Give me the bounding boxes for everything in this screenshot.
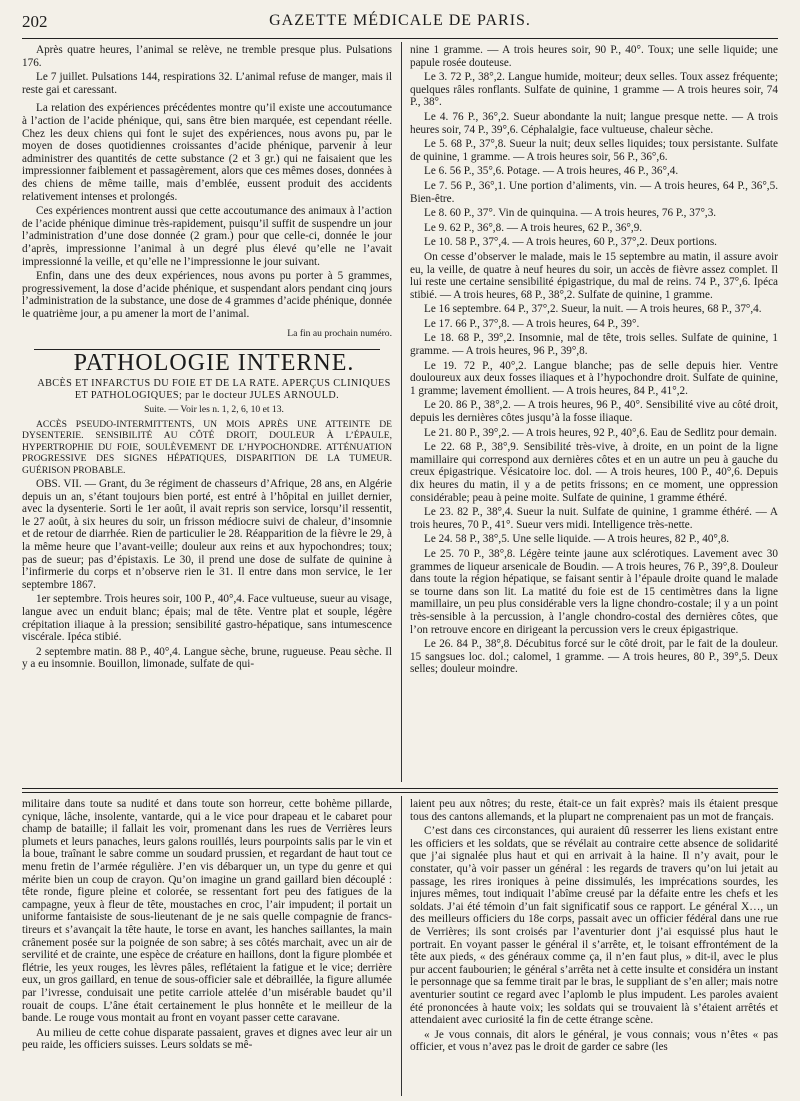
paragraph: Au milieu de cette cohue disparate passaient, graves et dignes avec leur air un peu raide, les officiers suisses. Leurs soldats se mê-	[22, 1026, 392, 1052]
paragraph: Le 8. 60 P., 37°. Vin de quinquina. — A trois heures, 76 P., 37°,3.	[424, 207, 717, 220]
paragraph: Le 9. 62 P., 36°,8. — A trois heures, 62 P., 36°,9.	[424, 221, 643, 234]
paragraph: Le 7 juillet. Pulsations 144, respirations 32. L’animal refuse de manger, mais il reste gai et caressant.	[22, 71, 392, 96]
page-number: 202	[22, 12, 48, 31]
paragraph: Le 16 septembre. 64 P., 37°,2. Sueur, la nuit. — A trois heures, 68 P., 37°,4.	[424, 303, 762, 316]
paragraph: Le 3. 72 P., 38°,2. Langue humide, moiteur; deux selles. Toux assez fréquente; quelques râles ronflants. Sulfate de quinine, 1 gramme — A trois heures soir, 74 P., 38°.	[410, 71, 778, 109]
paragraph: Le 7. 56 P., 36°,1. Une portion d’aliments, vin. — A trois heures, 64 P., 36°,5. Bien-être.	[410, 179, 778, 205]
paragraph: Le 21. 80 P., 39°,2. — A trois heures, 92 P., 40°,6. Eau de Sedlitz pour demain.	[424, 426, 777, 439]
journal-title: GAZETTE MÉDICALE DE PARIS.	[269, 12, 531, 29]
feuilleton-right-column	[410, 798, 778, 1096]
paragraph: Le 26. 84 P., 38°,8. Décubitus forcé sur le côté droit, par le fait de la douleur. 15 sangsues loc. dol.; calomel, 1 gramme. — A trois heures, 80 P., 39°,5. Deux selles; douleur moindre.	[410, 638, 778, 676]
paragraph: Le 25. 70 P., 38°,8. Légère teinte jaune aux sclérotiques. Lavement avec 30 grammes de liqueur arsenicale de Boudin. — A trois heures, 76 P., 39°,8. Douleur dans toute la région hépatique, se faisant sentir à l’épaule droite quand le malade se tourne dans son lit. La matité du foie est de 15 centimètres dans la ligne mamillaire, un peu plus considérable vers la ligne chondro-costale; il y a un point très-sensible à la percussion, à l’angle chondro-costal des dernières côtes, que l’on retrouve encore en dirigeant la percussion vers le creux épigastrique.	[410, 547, 778, 636]
paragraph: Le 23. 82 P., 38°,4. Sueur la nuit. Sulfate de quinine, 1 gramme éthéré. — A trois heures, 70 P., 41°. Sueur vers midi. Intelligence très-nette.	[410, 506, 778, 531]
paragraph: La relation des expériences précédentes montre qu’il existe une accoutumance à l’action de l’acide phénique, qui, sans être bien marquée, est cependant réelle. Chez les deux chiens qui font le sujet des expériences, nous avons pu, par le moyen de doses quotidiennes croissantes d’acide phénique, parvenir à leur administrer des quantités de cette substance (2 et 3 gr.) qui ne faisaient que les impressionner faiblement et passagèrement, alors que ces mêmes doses, données à des chiens de même taille, mais d’emblée, eussent produit des accidents relativement intenses et prolongés.	[22, 102, 392, 203]
paragraph: Le 20. 86 P., 38°,2. — A trois heures, 96 P., 40°. Sensibilité vive au côté droit, depuis les dernières côtes jusqu’à la fosse iliaque.	[410, 399, 778, 425]
feuilleton-rule-thin	[22, 792, 778, 793]
continuation-note: La fin au prochain numéro.	[287, 328, 392, 340]
feuilleton-rule	[22, 788, 778, 789]
paragraph: nine 1 gramme. — A trois heures soir, 90 P., 40°. Toux; une selle liquide; une papule rosée douteuse.	[410, 44, 778, 69]
paragraph: Le 4. 76 P., 36°,2. Sueur abondante la nuit; langue presque nette. — A trois heures soir, 74 P., 39°,6. Céphalalgie, face vultueuse, chaleur sèche.	[410, 110, 778, 136]
paragraph: Le 19. 72 P., 40°,2. Langue blanche; pas de selle depuis hier. Ventre douloureux aux deux fosses iliaques et à l’hypochondre droit. Sulfate de quinine, 1 gramme; lavement émollient. — A trois heures, 84 P., 41°,2.	[410, 359, 778, 397]
paragraph: Le 18. 68 P., 39°,2. Insomnie, mal de tête, trois selles. Sulfate de quinine, 1 gramme. — A trois heures, 96 P., 39°,8.	[410, 332, 778, 358]
left-column	[22, 44, 392, 782]
paragraph: OBS. VII. — Grant, du 3e régiment de chasseurs d’Afrique, 28 ans, en Algérie depuis un an, s’étant toujours bien porté, est entré à l’hôpital en juillet dernier, avec la dysenterie. Sorti le 1er août, il avait repris son service, lorsqu’il ressentit, le 27 août, à six heures du soir, un frisson médiocre suivi de chaleur, d’insomnie et de retour de diarrhée. Rien de particulier le 28. Réapparition de la fièvre le 29, à la même heure que l’avant-veille; douleur aux reins et aux hypochondres; toux; pas de sueur; pas d’épistaxis. Le 30, il prend une dose de sulfate de quinine à l’infirmerie du corps et n’observe rien le 31. Il entre dans mon service, le 1er septembre 1867.	[22, 478, 392, 591]
paragraph: Le 10. 58 P., 37°,4. — A trois heures, 60 P., 37°,2. Deux portions.	[424, 236, 717, 249]
paragraph: militaire dans toute sa nudité et dans toute son horreur, cette bohème pillarde, cynique, lâche, insolente, vantarde, qui a le vice pour drapeau et le cabaret pour champ de bataille; il fallait les voir, promenant dans les rues de Verrières leurs plumets et leurs panaches, leurs galons rouillés, leurs pourpoints salis par le vin et la boue, traînant le sabre comme un soudard prussien, et regardant de haut tout ce menu fretin de l’armée régulière. J’en vis débarquer un, un type du genre et qui mérite bien un coup de crayon. Qu’on imagine un grand gaillard bien découplé : tête ronde, figure pleine et colorée, se ressentant fort peu des fatigues de la campagne, yeux à fleur de tête, moustaches en croc, l’air impudent; il portait un uniforme fantaisiste de sous-lieutenant de je ne sais quelle compagnie de francs-tireurs et s’avançait la tête haute, le torse en avant, les hanches saillantes, la main crânement posée sur la poignée de son sabre; à ses côtés marchait, avec un air de servilité et de crainte, une espèce de créature en haillons, dont la figure plombée et flétrie, les yeux rouges, les lèvres pâles, reflétaient la fatigue et le vice; derrière eux, un gros gaillard, en tenue de sous-officier sale et débraillée, la figure allumée par l’ivresse, conduisait une petite carriole attelée d’un misérable baudet qu’il rouait de coups. L’âne était certainement le plus honnête et le meilleur de la bande. Le rouge vous montait au front en voyant passer cette caravane.	[22, 798, 392, 1025]
section-title: PATHOLOGIE INTERNE.	[73, 350, 355, 377]
paragraph: Enfin, dans une des deux expériences, nous avons pu porter à 5 grammes, progressivement, la dose d’acide phénique, et suspendant alors pendant cinq jours l’administration de la substance, une dose de 4 grammes d’acide phénique, donnée le quatrième jour, a pu amener la mort de l’animal.	[22, 270, 392, 320]
article-suite: Suite. — Voir les n. 1, 2, 6, 10 et 13.	[144, 404, 284, 416]
case-summary: ACCÈS PSEUDO-INTERMITTENTS, UN MOIS APRÈS UNE ATTEINTE DE DYSENTERIE. SENSIBILITÉ AU CÔTÉ DROIT, DOULEUR À L’ÉPAULE, HYPERTROPHIE DU FOIE, SOULÈVEMENT DE L’HYPOCHONDRE. ATTÉNUATION PROGRESSIVE DES SIGNES HÉPATIQUES, DISPARITION DE LA TUMEUR. GUÉRISON PROBABLE.	[22, 419, 392, 476]
paragraph: 2 septembre matin. 88 P., 40°,4. Langue sèche, brune, rugueuse. Peau sèche. Il y a eu insomnie. Bouillon, limonade, sulfate de qui-	[22, 645, 392, 671]
article-title: ABCÈS ET INFARCTUS DU FOIE ET DE LA RATE. APERÇUS CLINIQUES ET PATHOLOGIQUES; par le docteur JULES ARNOULD.	[37, 378, 391, 402]
paragraph: On cesse d’observer le malade, mais le 15 septembre au matin, il assure avoir eu, la veille, de quatre à neuf heures du soir, un accès de fièvre assez complet. Il lui reste une certaine sensibilité épigastrique, du mal de reins. 74 P., 37°,6. Ipéca stibié. — A trois heures, 68 P., 38°,2. Sulfate de quinine, 1 gramme.	[410, 250, 778, 301]
paragraph: « Je vous connais, dit alors le général, je vous connais; vous n’êtes « pas officier, et vous n’avez pas le droit de garder ce sabre (les	[410, 1028, 778, 1054]
page-header	[22, 12, 778, 36]
paragraph: Le 22. 68 P., 38°,9. Sensibilité très-vive, à droite, en un point de la ligne mamillaire qui correspond aux dernières côtes et en un autre un peu à gauche du creux épigastrique. Vésicatoire loc. dol. — A trois heures, 100 P., 40°,6. Depuis dix heures du matin, il y a de petits frissons; en ce moment, une oppression considérable; peau à peine moite. Sulfate de quinine, 1 gramme éthéré.	[410, 441, 778, 504]
header-rule	[22, 38, 778, 39]
paragraph: 1er septembre. Trois heures soir, 100 P., 40°,4. Face vultueuse, sueur au visage, langue avec un enduit blanc; épais; mal de tête. Ventre plat et souple, légère crépitation iliaque à la pression; sensibilité gastro-hépatique, sans intumescence viscérale. Ipéca stibié.	[22, 593, 392, 644]
feuilleton-left-column	[22, 798, 392, 1096]
paragraph: Le 6. 56 P., 35°,6. Potage. — A trois heures, 46 P., 36°,4.	[424, 165, 679, 178]
paragraph: C’est dans ces circonstances, qui auraient dû resserrer les liens existant entre les officiers et les soldats, que se révélait au contraire cette absence de solidarité que j’ai signalée plus haut et qui en arrivait à la haine. Il n’y avait, pour le constater, qu’à voir passer un général : les regards de travers qu’on lui jetait au passage, les rires ironiques à peine dissimulés, les imprécations sourdes, les injures mêmes, tout indiquait l’abîme creusé par la défaite entre les chefs et les soldats. J’ai été témoin d’un fait significatif sous ce rapport. Le général X…, un des meilleurs officiers du 18e corps, passait avec un officier fédéral dans une rue de Verrières; ils sont croisés par l’aventurier dont j’ai esquissé plus haut le portrait. En voyant passer le général il s’arrête, et, le toisant effrontément de la tête aux pieds, « des généraux comme ça, il n’en faut plus, » dit-il, avec le plus pur accent faubourien; le général s’arrêta net à cette insulte et considéra un instant le personnage que sa femme tirait par le bras, le suppliant de s’en aller; mais notre aventurier soutint ce regard avec l’aplomb le plus impudent. Les paroles avaient été prononcées à haute voix; les soldats qui se trouvaient là s’étaient arrêtés et attendaient avec curiosité la fin de cette étrange scène.	[410, 825, 778, 1027]
column-divider-bottom	[401, 796, 402, 1096]
paragraph: laient peu aux nôtres; du reste, était-ce un fait exprès? mais ils étaient presque tous des cantons allemands, et la plupart ne comprenaient pas un mot de français.	[410, 798, 778, 823]
paragraph: Le 17. 66 P., 37°,8. — A trois heures, 64 P., 39°.	[424, 317, 640, 330]
paragraph: Le 5. 68 P., 37°,8. Sueur la nuit; deux selles liquides; toux persistante. Sulfate de quinine, 1 gramme. — A trois heures soir, 56 P., 36°,6.	[410, 138, 778, 163]
paragraph: Le 24. 58 P., 38°,5. Une selle liquide. — A trois heures, 82 P., 40°,8.	[424, 533, 730, 546]
right-column	[410, 44, 778, 782]
column-divider-top	[401, 42, 402, 782]
paragraph: Après quatre heures, l’animal se relève, ne tremble presque plus. Pulsations 176.	[22, 44, 392, 69]
paragraph: Ces expériences montrent aussi que cette accoutumance des animaux à l’action de l’acide phénique diminue très-rapidement, puisqu’il suffit de suspendre un jour l’administration d’une dose donnée (2 gram.) pour que celle-ci, donnée le jour d’après, impressionne l’animal à un degré plus élevé qu’elle ne l’avait impressionné la veille, et qu’elle ne l’impressionne le jour suivant.	[22, 205, 392, 268]
